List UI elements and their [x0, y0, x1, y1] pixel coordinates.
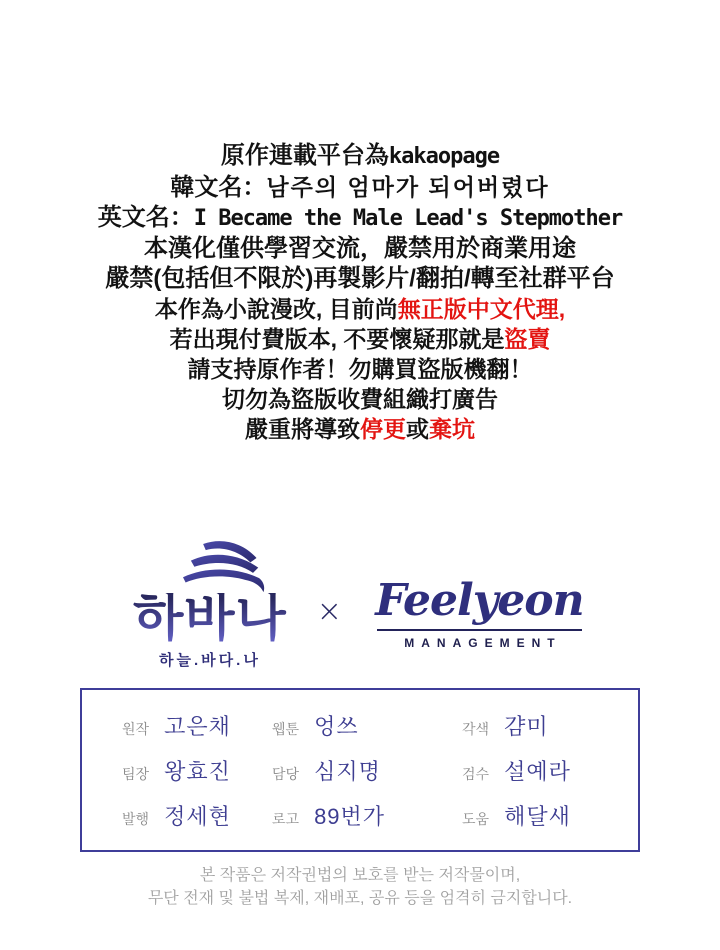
credit-role: 원작 [122, 720, 150, 737]
credit-role: 각색 [462, 720, 490, 737]
credit-role: 발행 [122, 810, 150, 827]
consequence-red1: 停更 [360, 416, 406, 442]
credit-cell-proofread [422, 755, 638, 786]
credit-cell-webtoon [232, 710, 422, 741]
english-title-value: I Became the Male Lead's Stepmother [193, 206, 623, 231]
notice-line-platform [0, 141, 720, 172]
notice-line-usage: 本漢化僅供學習交流，嚴禁用於商業用途 [144, 235, 576, 262]
notice-line-consequence [0, 414, 720, 444]
credit-cell-manager [232, 755, 422, 786]
footer-line-1: 본 작품은 저작권법의 보호를 받는 저작물이며, [199, 867, 521, 884]
havana-tagline: 하늘.바다.나 [159, 652, 261, 669]
notice-line-paid-warning [0, 324, 720, 354]
notice-line-english-title [0, 203, 720, 234]
credit-name: 해달새 [504, 803, 571, 829]
notice-line-no-license [0, 294, 720, 324]
collab-x-separator: × [316, 594, 342, 629]
notice-line-no-ads: 切勿為盜版收費組織打廣告 [222, 386, 498, 412]
credit-cell-helper [422, 800, 638, 831]
credit-name: 설예라 [504, 758, 571, 784]
footer-line-2: 무단 전재 및 불법 복제, 재배포, 공유 등을 엄격히 금지합니다. [147, 890, 573, 907]
no-license-black: 本作為小說漫改, 目前尚 [154, 296, 398, 322]
platform-name: kakaopage [388, 144, 500, 169]
credit-cell-adaptation [422, 710, 638, 741]
consequence-black2: 或 [406, 416, 429, 442]
credit-name: 엉쓰 [314, 713, 359, 739]
credit-cell-team-lead [82, 755, 232, 786]
credit-role: 로고 [272, 810, 300, 827]
credit-name: 89번가 [314, 803, 386, 829]
credit-role: 담당 [272, 765, 300, 782]
credits-box [80, 688, 640, 852]
consequence-red2: 棄坑 [429, 416, 475, 442]
credit-name: 걈미 [504, 713, 549, 739]
credit-cell-publisher [82, 800, 232, 831]
paid-warning-black: 若出現付費版本, 不要懷疑那就是 [169, 326, 505, 352]
credit-name: 왕효진 [164, 758, 231, 784]
credit-name: 정세현 [164, 803, 231, 829]
korean-title-value: 남주의 엄마가 되어버렸다 [266, 174, 550, 200]
feelyeon-subtitle: MANAGEMENT [404, 636, 562, 650]
english-title-label: 英文名： [97, 204, 194, 231]
copyright-footer [0, 864, 720, 910]
credit-cell-original [82, 710, 232, 741]
notice-line-repost-ban: 嚴禁(包括但不限於)再製影片/翻拍/轉至社群平台 [105, 265, 615, 292]
feelyeon-divider [377, 629, 582, 631]
paid-warning-red: 盜賣 [504, 326, 551, 352]
credit-role: 팀장 [122, 765, 150, 782]
credit-name: 심지명 [314, 758, 381, 784]
no-license-red: 無正版中文代理, [397, 296, 566, 322]
credit-cell-logo [232, 800, 422, 831]
credit-name: 고은채 [164, 713, 231, 739]
credit-role: 도움 [462, 810, 490, 827]
credit-role: 검수 [462, 765, 490, 782]
credit-role: 웹툰 [272, 720, 300, 737]
havana-logo [133, 537, 287, 670]
notice-line-korean-title [0, 172, 720, 203]
collab-logo-row [0, 535, 720, 670]
platform-label: 原作連載平台為 [220, 142, 389, 169]
havana-swoosh-icon [173, 537, 277, 593]
consequence-black1: 嚴重將導致 [245, 416, 360, 442]
translation-notice [0, 141, 720, 444]
korean-title-label: 韓文名： [170, 174, 267, 201]
notice-line-support-author: 請支持原作者！勿購買盜版機翻！ [187, 356, 533, 382]
feelyeon-wordmark: Feelyeon [375, 575, 584, 626]
feelyeon-logo [372, 575, 587, 650]
havana-wordmark: 하바나 [133, 589, 287, 647]
